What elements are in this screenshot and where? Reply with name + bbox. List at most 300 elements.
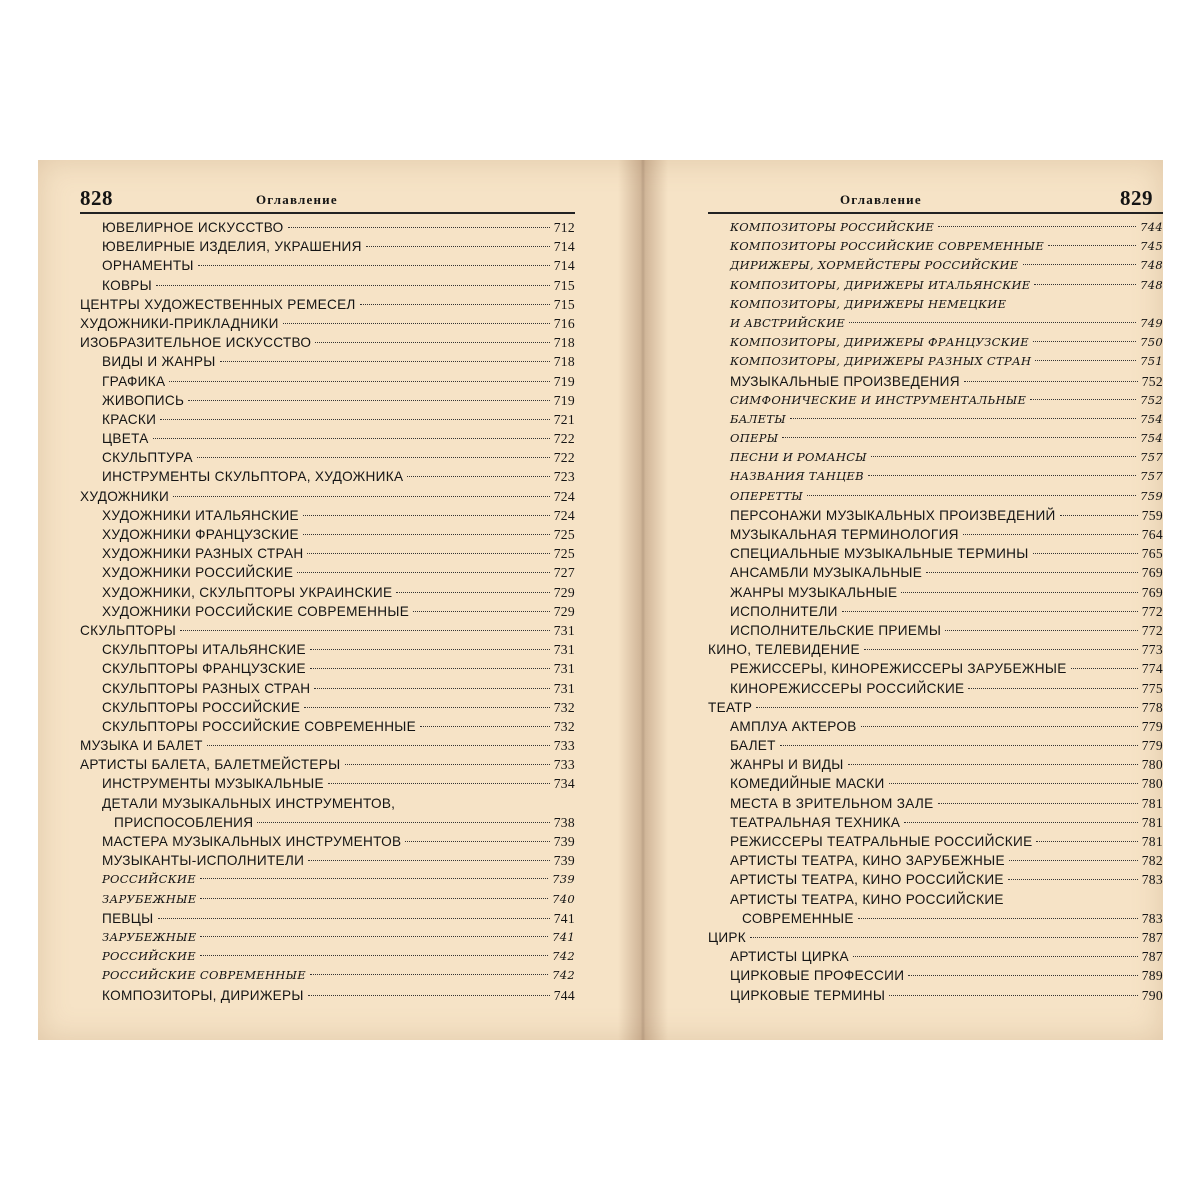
dot-leader bbox=[366, 246, 550, 247]
toc-entry bbox=[708, 352, 1163, 371]
toc-entry bbox=[708, 851, 1163, 870]
dot-leader bbox=[200, 898, 548, 899]
dot-leader bbox=[807, 495, 1136, 496]
toc-entry-page: 712 bbox=[553, 220, 575, 235]
toc-entry bbox=[80, 563, 575, 582]
toc-entry bbox=[80, 487, 575, 506]
dot-leader bbox=[853, 956, 1138, 957]
toc-entry bbox=[80, 448, 575, 467]
toc-entry bbox=[708, 448, 1163, 467]
dot-leader bbox=[405, 841, 549, 842]
toc-entry-page: 719 bbox=[553, 392, 575, 408]
dot-leader bbox=[153, 438, 550, 439]
toc-entry-label: ХУДОЖНИКИ-ПРИКЛАДНИКИ bbox=[80, 315, 279, 331]
toc-entry-label: АНСАМБЛИ МУЗЫКАЛЬНЫЕ bbox=[730, 565, 923, 581]
toc-entry-page: 731 bbox=[553, 642, 575, 658]
toc-entry bbox=[80, 947, 575, 966]
dot-leader bbox=[1008, 879, 1138, 880]
dot-leader bbox=[938, 803, 1138, 804]
toc-entry-label: ЖИВОПИСЬ bbox=[102, 392, 185, 408]
toc-entry-page: 732 bbox=[553, 699, 575, 715]
toc-entry-label: ПЕВЦЫ bbox=[102, 910, 154, 926]
dot-leader bbox=[303, 534, 550, 535]
open-book-spread bbox=[38, 160, 1163, 1040]
dot-leader bbox=[858, 918, 1138, 919]
toc-entry-label: ПРИСПОСОБЛЕНИЯ bbox=[114, 814, 254, 830]
dot-leader bbox=[156, 285, 550, 286]
dot-leader bbox=[198, 265, 550, 266]
toc-entry bbox=[708, 813, 1163, 832]
dot-leader bbox=[200, 955, 548, 956]
toc-entry bbox=[80, 391, 575, 410]
toc-entry-label: КИНОРЕЖИССЕРЫ РОССИЙСКИЕ bbox=[730, 680, 965, 696]
toc-entry-page: 783 bbox=[1141, 910, 1163, 926]
toc-entry bbox=[708, 256, 1163, 275]
dot-leader bbox=[314, 688, 549, 689]
toc-entry-page: 718 bbox=[553, 354, 575, 370]
toc-entry bbox=[80, 218, 575, 237]
toc-entry-page: 790 bbox=[1141, 987, 1163, 1003]
dot-leader bbox=[413, 611, 550, 612]
toc-entry-label: РОССИЙСКИЕ bbox=[102, 949, 196, 964]
dot-leader bbox=[169, 381, 549, 382]
toc-entry bbox=[708, 276, 1163, 295]
toc-entry-page: 781 bbox=[1141, 834, 1163, 849]
toc-entry-label: ХУДОЖНИКИ РОССИЙСКИЕ СОВРЕМЕННЫЕ bbox=[102, 603, 410, 619]
toc-entry bbox=[80, 966, 575, 985]
toc-entry-page: 752 bbox=[1141, 373, 1163, 389]
dot-leader bbox=[200, 936, 548, 937]
toc-entry bbox=[708, 640, 1163, 659]
toc-entry-page: 765 bbox=[1141, 546, 1163, 562]
dot-leader bbox=[889, 783, 1138, 784]
toc-entry-page: 732 bbox=[553, 718, 575, 734]
toc-entry-page: 741 bbox=[552, 929, 575, 944]
toc-entry-label: ТЕАТРАЛЬНАЯ ТЕХНИКА bbox=[730, 814, 901, 830]
dot-leader bbox=[1033, 341, 1136, 342]
toc-entry-label: ЗАРУБЕЖНЫЕ bbox=[102, 891, 197, 906]
toc-entry-label: ЖАНРЫ И ВИДЫ bbox=[730, 757, 844, 773]
dot-leader bbox=[868, 475, 1136, 476]
dot-leader bbox=[861, 726, 1138, 727]
toc-entry-label: КОВРЫ bbox=[102, 277, 153, 293]
toc-entry-page: 739 bbox=[553, 834, 575, 849]
toc-entry-label: ЦИРКОВЫЕ ТЕРМИНЫ bbox=[730, 987, 886, 1003]
toc-entry bbox=[708, 237, 1163, 256]
toc-entry bbox=[708, 909, 1163, 928]
toc-entry-label: ХУДОЖНИКИ ИТАЛЬЯНСКИЕ bbox=[102, 507, 299, 523]
toc-entry-label: НАЗВАНИЯ ТАНЦЕВ bbox=[730, 469, 864, 484]
toc-entry bbox=[80, 794, 575, 813]
toc-entry-label: ЖАНРЫ МУЗЫКАЛЬНЫЕ bbox=[730, 584, 898, 600]
toc-entry-label: СКУЛЬПТОРЫ bbox=[80, 622, 177, 638]
toc-entry-page: 781 bbox=[1141, 814, 1163, 830]
toc-entry-page: 750 bbox=[1140, 335, 1163, 350]
toc-entry-label: СКУЛЬПТОРЫ ФРАНЦУЗСКИЕ bbox=[102, 661, 306, 677]
toc-entry-page: 714 bbox=[553, 258, 575, 274]
toc-entry-page: 769 bbox=[1141, 584, 1163, 600]
toc-entry-label: СИМФОНИЧЕСКИЕ И ИНСТРУМЕНТАЛЬНЫЕ bbox=[730, 392, 1027, 407]
toc-entry-page: 780 bbox=[1141, 776, 1163, 792]
toc-entry-label: АРТИСТЫ ТЕАТРА, КИНО РОССИЙСКИЕ bbox=[730, 872, 1004, 888]
toc-entry-page: 721 bbox=[553, 411, 575, 427]
dot-leader bbox=[1036, 841, 1137, 842]
toc-entry bbox=[708, 966, 1163, 985]
dot-leader bbox=[220, 361, 550, 362]
toc-entry-label: КОМПОЗИТОРЫ РОССИЙСКИЕ bbox=[730, 220, 935, 234]
toc-entry bbox=[708, 794, 1163, 813]
toc-entry bbox=[80, 544, 575, 563]
toc-entry-label: ПЕСНИ И РОМАНСЫ bbox=[730, 450, 867, 465]
dot-leader bbox=[864, 649, 1138, 650]
toc-entry-page: 772 bbox=[1141, 622, 1163, 638]
toc-entry-page: 757 bbox=[1140, 450, 1163, 465]
toc-entry bbox=[708, 487, 1163, 506]
toc-entry-label: ОПЕРЫ bbox=[730, 431, 779, 446]
toc-entry-page: 783 bbox=[1141, 872, 1163, 888]
toc-entry-label: ЦИРК bbox=[708, 929, 747, 945]
toc-entry bbox=[80, 928, 575, 947]
toc-entry bbox=[80, 717, 575, 736]
left-page bbox=[38, 160, 618, 1040]
dot-leader bbox=[197, 457, 550, 458]
toc-entry-page: 774 bbox=[1141, 661, 1163, 677]
toc-entry-label: ХУДОЖНИКИ, СКУЛЬПТОРЫ УКРАИНСКИЕ bbox=[102, 584, 393, 600]
toc-entry-page: 782 bbox=[1141, 853, 1163, 869]
dot-leader bbox=[328, 783, 550, 784]
toc-entry-label: МЕСТА В ЗРИТЕЛЬНОМ ЗАЛЕ bbox=[730, 795, 934, 811]
toc-entry-label: МУЗЫКАНТЫ-ИСПОЛНИТЕЛИ bbox=[102, 853, 305, 869]
dot-leader bbox=[307, 553, 549, 554]
toc-entry-label: АРТИСТЫ ЦИРКА bbox=[730, 949, 849, 965]
dot-leader bbox=[304, 707, 549, 708]
toc-entry bbox=[80, 851, 575, 870]
toc-entry bbox=[80, 774, 575, 793]
dot-leader bbox=[901, 592, 1137, 593]
toc-entry-page: 781 bbox=[1141, 795, 1163, 811]
toc-entry bbox=[708, 659, 1163, 678]
dot-leader bbox=[158, 918, 550, 919]
toc-entry-label: РОССИЙСКИЕ СОВРЕМЕННЫЕ bbox=[102, 968, 306, 983]
dot-leader bbox=[1060, 515, 1138, 516]
toc-entry-page: 745 bbox=[1140, 239, 1163, 254]
toc-entry-label: ДЕТАЛИ МУЗЫКАЛЬНЫХ ИНСТРУМЕНТОВ, bbox=[102, 795, 396, 811]
toc-entry bbox=[80, 410, 575, 429]
toc-entry-page: 775 bbox=[1141, 680, 1163, 696]
toc-entry-page: 714 bbox=[553, 239, 575, 255]
toc-entry-page: 742 bbox=[552, 949, 575, 964]
toc-entry-page: 715 bbox=[553, 296, 575, 312]
toc-entry-page: 754 bbox=[1140, 431, 1163, 446]
dot-leader bbox=[297, 572, 549, 573]
toc-entry bbox=[708, 563, 1163, 582]
toc-entry-label: И АВСТРИЙСКИЕ bbox=[730, 315, 846, 330]
toc-entry-page: 742 bbox=[552, 968, 575, 983]
toc-entry-label: ЗАРУБЕЖНЫЕ bbox=[102, 929, 197, 944]
toc-entry-label: СКУЛЬПТОРЫ ИТАЛЬЯНСКИЕ bbox=[102, 642, 306, 658]
dot-leader bbox=[396, 592, 549, 593]
dot-leader bbox=[904, 822, 1137, 823]
toc-entry-page: 741 bbox=[553, 910, 575, 926]
dot-leader bbox=[908, 975, 1137, 976]
right-header-rule bbox=[708, 212, 1163, 214]
toc-entry-label: ПЕРСОНАЖИ МУЗЫКАЛЬНЫХ ПРОИЗВЕДЕНИЙ bbox=[730, 507, 1056, 523]
dot-leader bbox=[889, 995, 1137, 996]
dot-leader bbox=[1035, 360, 1136, 361]
dot-leader bbox=[756, 707, 1137, 708]
toc-entry-page: 729 bbox=[553, 603, 575, 619]
toc-entry-page: 725 bbox=[553, 546, 575, 562]
dot-leader bbox=[790, 418, 1136, 419]
dot-leader bbox=[945, 630, 1138, 631]
toc-entry bbox=[708, 506, 1163, 525]
toc-entry bbox=[708, 467, 1163, 486]
toc-entry-label: ВИДЫ И ЖАНРЫ bbox=[102, 354, 216, 370]
toc-entry bbox=[80, 755, 575, 774]
dot-leader bbox=[303, 515, 550, 516]
toc-entry-page: 773 bbox=[1141, 642, 1163, 658]
toc-entry bbox=[708, 544, 1163, 563]
toc-entry-label: МАСТЕРА МУЗЫКАЛЬНЫХ ИНСТРУМЕНТОВ bbox=[102, 834, 402, 849]
dot-leader bbox=[345, 764, 550, 765]
toc-entry-page: 769 bbox=[1141, 565, 1163, 581]
toc-entry bbox=[708, 698, 1163, 717]
dot-leader bbox=[173, 496, 550, 497]
toc-entry bbox=[708, 890, 1163, 909]
dot-leader bbox=[750, 937, 1138, 938]
toc-entry-page: 724 bbox=[553, 488, 575, 504]
toc-entry-page: 722 bbox=[553, 450, 575, 466]
dot-leader bbox=[310, 649, 550, 650]
dot-leader bbox=[308, 995, 550, 996]
dot-leader bbox=[315, 342, 549, 343]
toc-entry-page: 716 bbox=[553, 315, 575, 331]
toc-entry bbox=[80, 333, 575, 352]
dot-leader bbox=[160, 419, 550, 420]
toc-entry-label: ЦИРКОВЫЕ ПРОФЕССИИ bbox=[730, 968, 905, 984]
toc-entry-label: КИНО, ТЕЛЕВИДЕНИЕ bbox=[708, 642, 860, 658]
toc-entry bbox=[80, 813, 575, 832]
toc-entry-label: ЦВЕТА bbox=[102, 431, 149, 447]
toc-entry-page: 780 bbox=[1141, 757, 1163, 773]
toc-entry-page: 764 bbox=[1141, 527, 1163, 542]
toc-entry-label: ТЕАТР bbox=[708, 699, 753, 715]
toc-entry bbox=[80, 870, 575, 889]
dot-leader bbox=[968, 688, 1137, 689]
right-page-number: 829 bbox=[1120, 186, 1153, 210]
toc-entry-page: 744 bbox=[553, 987, 575, 1003]
toc-entry bbox=[80, 276, 575, 295]
toc-entry bbox=[80, 679, 575, 698]
toc-entry bbox=[80, 506, 575, 525]
toc-entry-label: ГРАФИКА bbox=[102, 373, 166, 389]
toc-entry-page: 772 bbox=[1141, 603, 1163, 619]
toc-entry-page: 787 bbox=[1141, 929, 1163, 945]
toc-entry bbox=[80, 986, 575, 1005]
dot-leader bbox=[308, 860, 549, 861]
toc-entry-page: 734 bbox=[553, 776, 575, 792]
toc-entry-page: 725 bbox=[553, 527, 575, 542]
toc-entry-label: РОССИЙСКИЕ bbox=[102, 872, 196, 887]
toc-entry bbox=[708, 391, 1163, 410]
toc-entry-page: 738 bbox=[553, 814, 575, 830]
toc-entry-page: 727 bbox=[553, 565, 575, 581]
toc-entry-page: 779 bbox=[1141, 718, 1163, 734]
toc-entry-page: 778 bbox=[1141, 699, 1163, 715]
dot-leader bbox=[782, 437, 1136, 438]
toc-entry-label: ХУДОЖНИКИ РАЗНЫХ СТРАН bbox=[102, 546, 304, 562]
toc-entry bbox=[708, 372, 1163, 391]
left-header-rule bbox=[80, 212, 575, 214]
dot-leader bbox=[1009, 860, 1138, 861]
toc-entry bbox=[708, 602, 1163, 621]
dot-leader bbox=[180, 630, 550, 631]
toc-entry-page: 733 bbox=[553, 757, 575, 773]
toc-entry-page: 757 bbox=[1140, 469, 1163, 484]
toc-entry-label: БАЛЕТ bbox=[730, 738, 776, 754]
toc-entry-label: АМПЛУА АКТЕРОВ bbox=[730, 718, 857, 734]
toc-entry-label: СКУЛЬПТУРА bbox=[102, 450, 193, 466]
toc-entry-label: КОМПОЗИТОРЫ РОССИЙСКИЕ СОВРЕМЕННЫЕ bbox=[730, 239, 1045, 254]
toc-entry-label: КОМПОЗИТОРЫ, ДИРИЖЕРЫ bbox=[102, 987, 304, 1003]
toc-entry bbox=[708, 755, 1163, 774]
toc-entry bbox=[80, 237, 575, 256]
toc-entry bbox=[708, 621, 1163, 640]
toc-entry-label: ИНСТРУМЕНТЫ СКУЛЬПТОРА, ХУДОЖНИКА bbox=[102, 469, 404, 485]
toc-entry-label: РЕЖИССЕРЫ, КИНОРЕЖИССЕРЫ ЗАРУБЕЖНЫЕ bbox=[730, 661, 1067, 677]
toc-entry bbox=[708, 410, 1163, 429]
dot-leader bbox=[963, 534, 1138, 535]
dot-leader bbox=[188, 400, 550, 401]
toc-entry-page: 759 bbox=[1141, 507, 1163, 523]
dot-leader bbox=[926, 572, 1138, 573]
toc-entry bbox=[80, 295, 575, 314]
toc-entry bbox=[80, 372, 575, 391]
toc-entry bbox=[80, 890, 575, 909]
toc-entry-page: 752 bbox=[1140, 392, 1163, 407]
toc-entry bbox=[708, 736, 1163, 755]
toc-entry bbox=[80, 659, 575, 678]
dot-leader bbox=[200, 878, 548, 879]
toc-entry bbox=[80, 429, 575, 448]
toc-entry-label: МУЗЫКА И БАЛЕТ bbox=[80, 738, 203, 754]
toc-entry-page: 731 bbox=[553, 661, 575, 677]
toc-entry-label: ИСПОЛНИТЕЛЬСКИЕ ПРИЕМЫ bbox=[730, 622, 942, 638]
toc-entry bbox=[708, 928, 1163, 947]
dot-leader bbox=[310, 974, 548, 975]
toc-entry-page: 729 bbox=[553, 584, 575, 600]
toc-entry-page: 787 bbox=[1141, 949, 1163, 965]
dot-leader bbox=[871, 456, 1136, 457]
toc-entry-page: 749 bbox=[1140, 315, 1163, 330]
toc-entry-label: МУЗЫКАЛЬНЫЕ ПРОИЗВЕДЕНИЯ bbox=[730, 373, 960, 389]
toc-entry bbox=[80, 352, 575, 371]
toc-entry bbox=[708, 870, 1163, 889]
toc-entry-page: 751 bbox=[1140, 354, 1163, 369]
right-running-title: Оглавление bbox=[840, 192, 922, 207]
toc-entry-label: ХУДОЖНИКИ РОССИЙСКИЕ bbox=[102, 565, 294, 581]
toc-entry-label: ИЗОБРАЗИТЕЛЬНОЕ ИСКУССТВО bbox=[80, 335, 312, 351]
toc-entry-label: КРАСКИ bbox=[102, 411, 157, 427]
toc-entry bbox=[708, 333, 1163, 352]
toc-entry-page: 759 bbox=[1140, 488, 1163, 503]
toc-entry-label: ЦЕНТРЫ ХУДОЖЕСТВЕННЫХ РЕМЕСЕЛ bbox=[80, 296, 356, 312]
dot-leader bbox=[1023, 264, 1137, 265]
toc-entry bbox=[708, 314, 1163, 333]
dot-leader bbox=[1034, 284, 1136, 285]
toc-entry bbox=[708, 986, 1163, 1005]
dot-leader bbox=[1030, 399, 1136, 400]
toc-entry-label: СКУЛЬПТОРЫ РАЗНЫХ СТРАН bbox=[102, 680, 311, 696]
toc-entry bbox=[80, 525, 575, 544]
dot-leader bbox=[1033, 553, 1138, 554]
left-running-title: Оглавление bbox=[256, 192, 338, 207]
dot-leader bbox=[207, 745, 550, 746]
dot-leader bbox=[849, 322, 1136, 323]
left-toc-list bbox=[80, 218, 575, 1005]
toc-entry-label: АРТИСТЫ БАЛЕТА, БАЛЕТМЕЙСТЕРЫ bbox=[80, 757, 341, 773]
toc-entry-label: РЕЖИССЕРЫ ТЕАТРАЛЬНЫЕ РОССИЙСКИЕ bbox=[730, 834, 1033, 849]
toc-entry-page: 748 bbox=[1140, 277, 1163, 292]
toc-entry bbox=[708, 717, 1163, 736]
toc-entry-label: ДИРИЖЕРЫ, ХОРМЕЙСТЕРЫ РОССИЙСКИЕ bbox=[730, 258, 1019, 273]
dot-leader bbox=[938, 226, 1136, 227]
toc-entry-page: 723 bbox=[553, 469, 575, 485]
toc-entry bbox=[80, 909, 575, 928]
dot-leader bbox=[1071, 668, 1138, 669]
dot-leader bbox=[420, 726, 550, 727]
toc-entry-page: 739 bbox=[552, 872, 575, 887]
toc-entry-label: ХУДОЖНИКИ ФРАНЦУЗСКИЕ bbox=[102, 527, 299, 542]
toc-entry-page: 731 bbox=[553, 680, 575, 696]
toc-entry-page: 748 bbox=[1140, 258, 1163, 273]
toc-entry-page: 731 bbox=[553, 622, 575, 638]
toc-entry-label: ХУДОЖНИКИ bbox=[80, 488, 170, 504]
toc-entry-page: 779 bbox=[1141, 738, 1163, 754]
toc-entry bbox=[708, 947, 1163, 966]
right-page bbox=[668, 160, 1163, 1040]
toc-entry-page: 740 bbox=[552, 891, 575, 906]
toc-entry bbox=[708, 679, 1163, 698]
toc-entry-page: 744 bbox=[1140, 220, 1163, 234]
toc-entry-label: СОВРЕМЕННЫЕ bbox=[742, 910, 854, 926]
toc-entry bbox=[708, 429, 1163, 448]
toc-entry-page: 718 bbox=[553, 335, 575, 351]
right-toc-list bbox=[708, 218, 1163, 1005]
dot-leader bbox=[360, 304, 550, 305]
dot-leader bbox=[780, 745, 1138, 746]
toc-entry bbox=[80, 467, 575, 486]
toc-entry bbox=[708, 583, 1163, 602]
toc-entry bbox=[708, 525, 1163, 544]
toc-entry bbox=[708, 218, 1163, 237]
toc-entry bbox=[80, 640, 575, 659]
toc-entry-label: ИСПОЛНИТЕЛИ bbox=[730, 603, 838, 619]
toc-entry-label: СКУЛЬПТОРЫ РОССИЙСКИЕ bbox=[102, 699, 301, 715]
toc-entry bbox=[80, 698, 575, 717]
toc-entry-label: АРТИСТЫ ТЕАТРА, КИНО РОССИЙСКИЕ bbox=[730, 891, 1004, 907]
toc-entry-label: КОМПОЗИТОРЫ, ДИРИЖЕРЫ РАЗНЫХ СТРАН bbox=[730, 354, 1032, 369]
toc-entry bbox=[708, 832, 1163, 851]
toc-entry-label: КОМПОЗИТОРЫ, ДИРИЖЕРЫ ИТАЛЬЯНСКИЕ bbox=[730, 277, 1031, 292]
toc-entry-page: 722 bbox=[553, 431, 575, 447]
dot-leader bbox=[964, 381, 1138, 382]
toc-entry-page: 789 bbox=[1141, 968, 1163, 984]
left-page-number: 828 bbox=[80, 186, 113, 210]
toc-entry bbox=[80, 314, 575, 333]
toc-entry bbox=[80, 736, 575, 755]
toc-entry-label: ОРНАМЕНТЫ bbox=[102, 258, 194, 274]
